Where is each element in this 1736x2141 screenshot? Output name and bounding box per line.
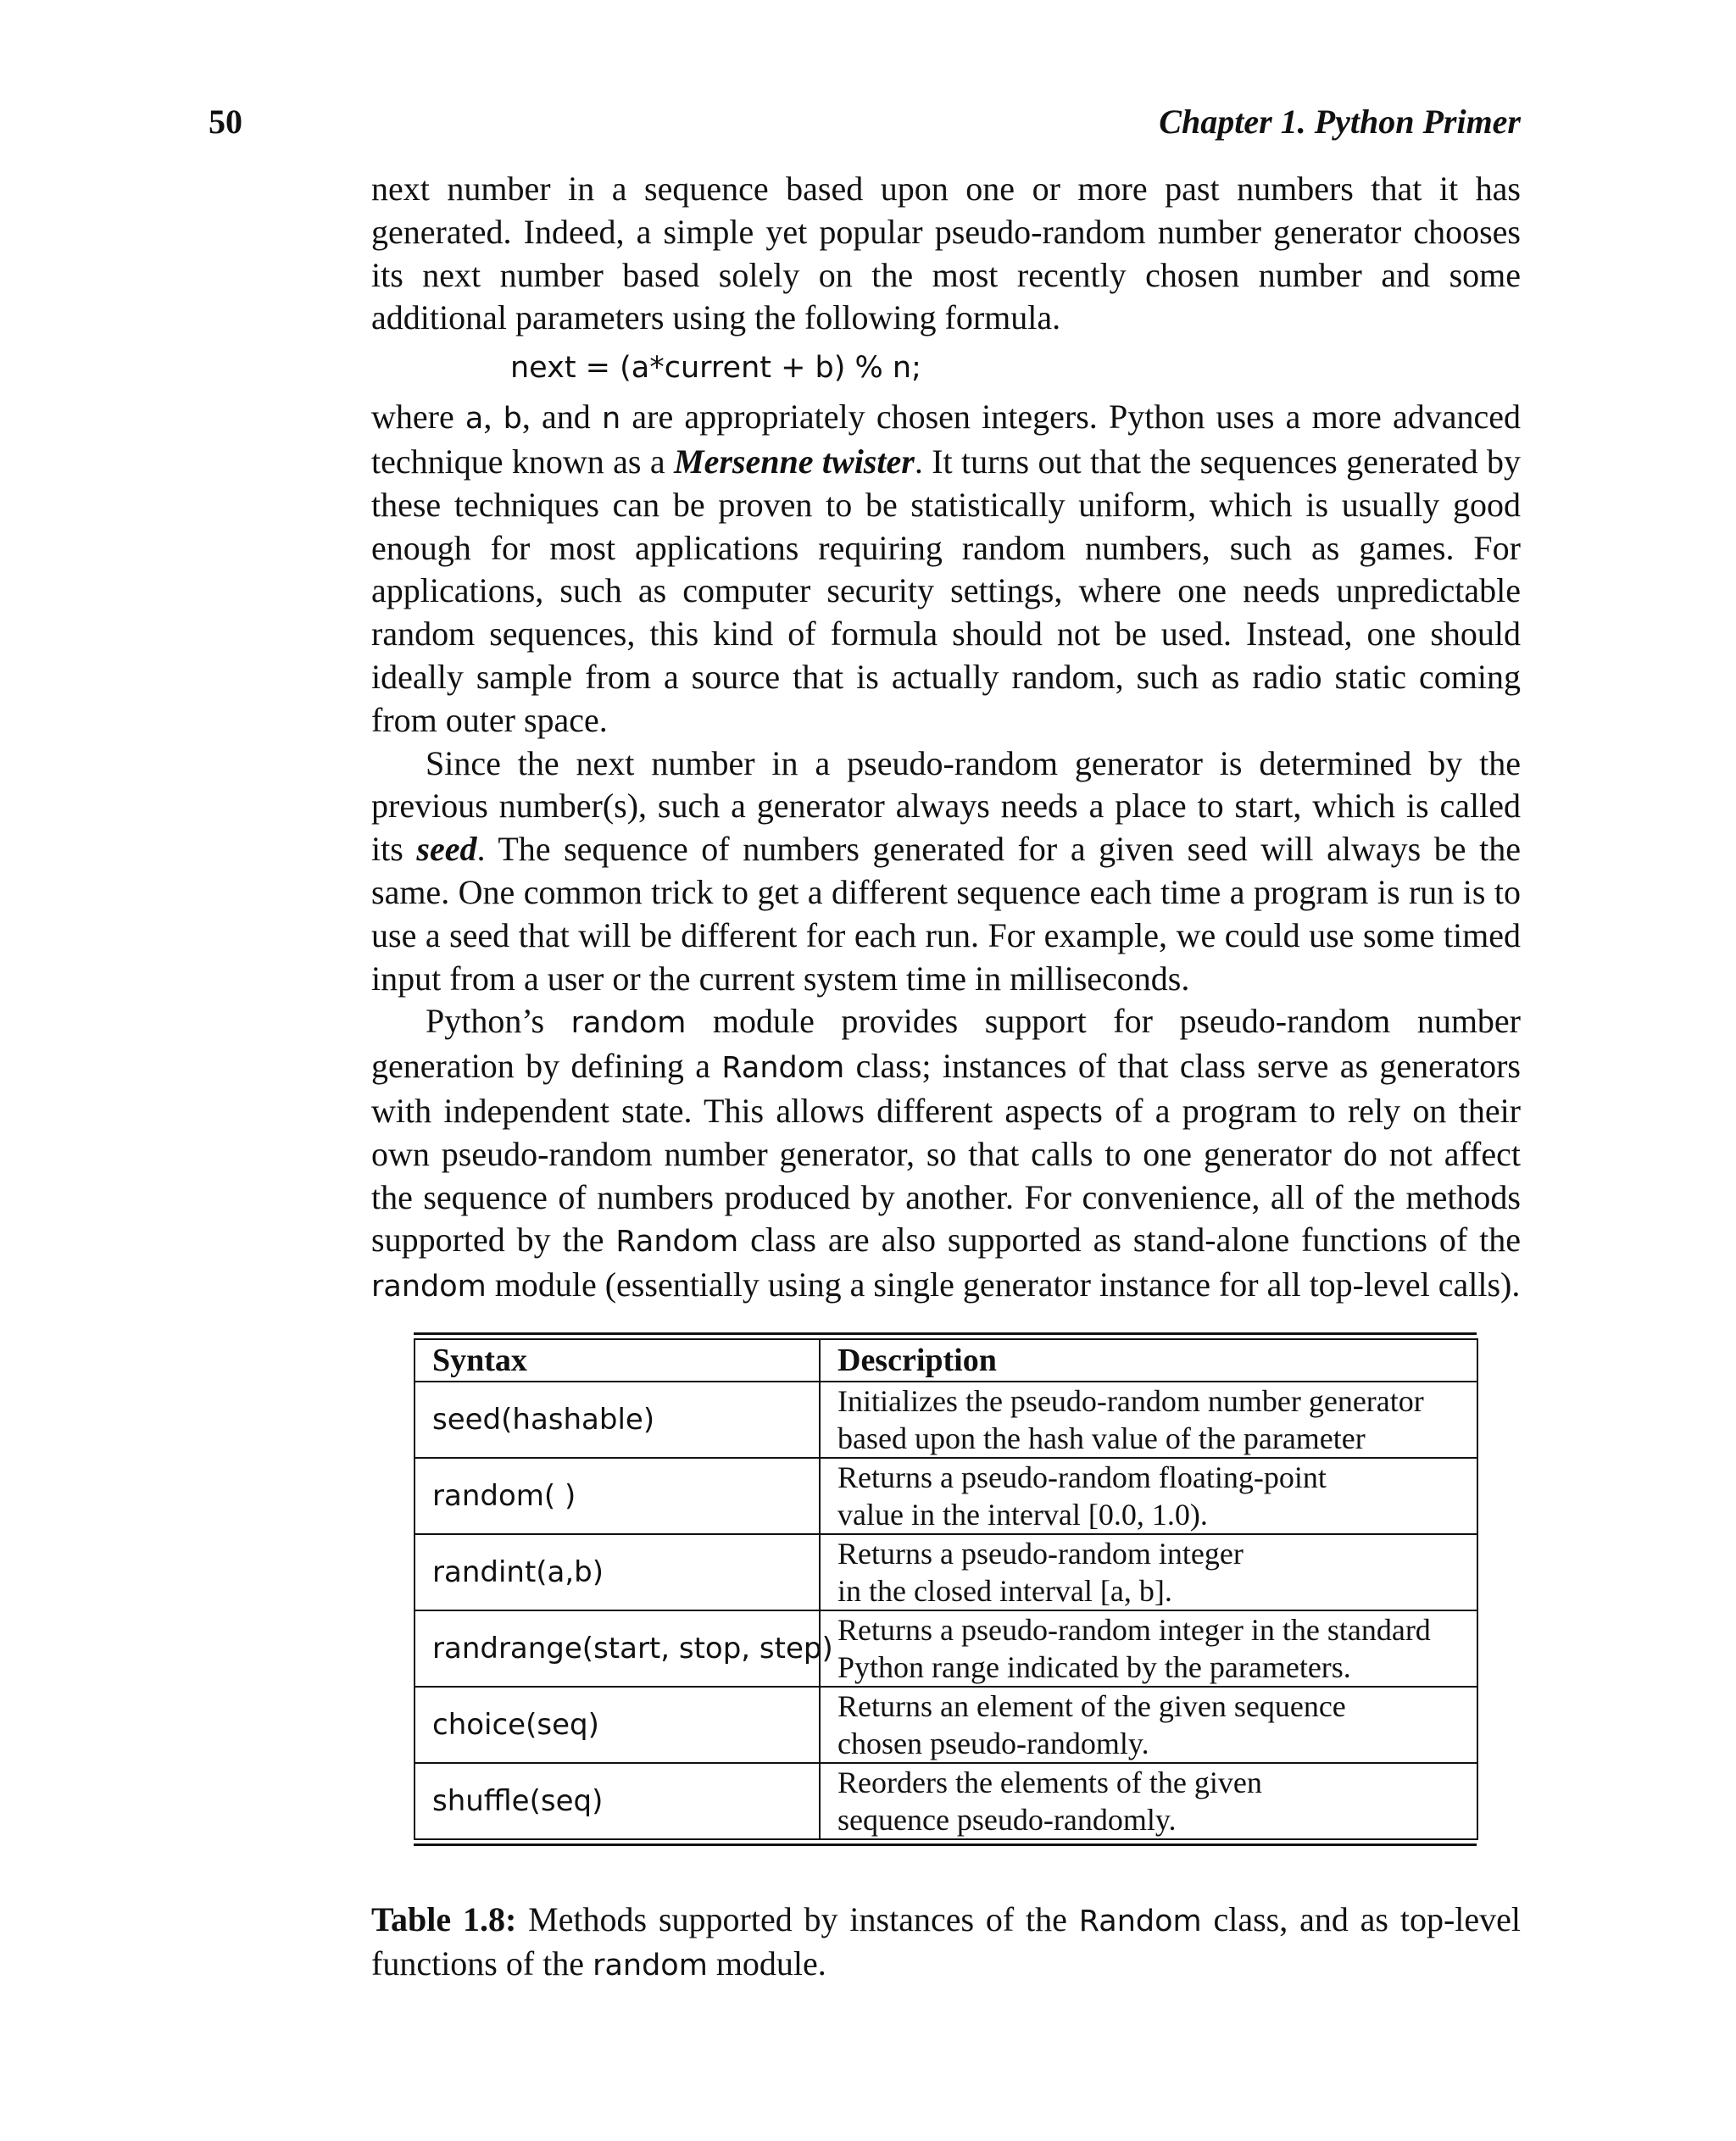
text-run: class; instances of that class serve as generators with independent state. This allows different aspects of a program to rely on their own pseudo-random number generator, so that calls to one generator do not affect the sequence of numbers produced by another. For convenience, all of the methods supported by the bbox=[371, 1047, 1521, 1260]
column-header-syntax: Syntax bbox=[415, 1339, 820, 1382]
text-run: class are also supported as stand-alone functions of the bbox=[738, 1221, 1521, 1260]
syntax-cell: random( ) bbox=[415, 1458, 820, 1534]
description-line: Reorders the elements of the given bbox=[837, 1766, 1262, 1799]
description-line: based upon the hash value of the parameter bbox=[837, 1421, 1366, 1455]
code-random-module: random bbox=[593, 1949, 708, 1983]
text-run: module. bbox=[707, 1944, 826, 1983]
text-run: . It turns out that the sequences generated by these techniques can be proven to be statistically uniform, which is usually good enough for most applications requiring random numbers, such as games. For applications, such as computer security settings, where one needs unpredictable random sequences, this kind of formula should not be used. Instead, one should ideally sample from a source that is actually random, such as radio static coming from outer space. bbox=[371, 442, 1521, 739]
code-random-module: random bbox=[570, 1006, 687, 1041]
chapter-title: Chapter 1. Python Primer bbox=[1159, 103, 1521, 141]
code-a: a bbox=[465, 402, 484, 437]
description-line: Returns a pseudo-random integer bbox=[837, 1537, 1244, 1571]
description-cell bbox=[820, 1610, 1477, 1687]
description-cell bbox=[820, 1458, 1477, 1534]
methods-table-frame bbox=[414, 1332, 1477, 1846]
text-run: Since the next number in a pseudo-random generator is determined by the previous number(s), such a generator always needs a place to start, which is called its bbox=[371, 743, 1521, 869]
table-caption bbox=[371, 1899, 1521, 1987]
description-cell bbox=[820, 1534, 1477, 1610]
term-seed: seed bbox=[416, 830, 477, 869]
syntax-cell: randrange(start, stop, step) bbox=[415, 1610, 820, 1687]
text-run: module provides support for pseudo-random number generation by defining a bbox=[371, 1002, 1522, 1086]
code-random-module: random bbox=[371, 1270, 487, 1304]
description-line: sequence pseudo-randomly. bbox=[837, 1803, 1177, 1837]
page-number: 50 bbox=[209, 103, 242, 141]
table-header-row bbox=[415, 1339, 1477, 1382]
code-random-class: Random bbox=[1078, 1905, 1202, 1938]
text-run: Python’s bbox=[426, 1002, 571, 1041]
description-cell bbox=[820, 1687, 1477, 1763]
text-run: Methods supported by instances of the bbox=[516, 1900, 1079, 1938]
syntax-cell: shuffle(seq) bbox=[415, 1763, 820, 1839]
term-mersenne-twister: Mersenne twister bbox=[674, 442, 915, 481]
table-row bbox=[415, 1382, 1477, 1458]
code-random-class: Random bbox=[615, 1225, 739, 1260]
table-row bbox=[415, 1610, 1477, 1687]
text-run: , bbox=[483, 398, 504, 437]
syntax-cell: choice(seq) bbox=[415, 1687, 820, 1763]
text-run: module (essentially using a single generator instance for all top-level calls). bbox=[486, 1265, 1521, 1304]
text-run: class, and as top-level functions of the bbox=[371, 1900, 1521, 1983]
description-line: chosen pseudo-randomly. bbox=[837, 1727, 1149, 1760]
description-line: value in the interval [0.0, 1.0). bbox=[837, 1498, 1208, 1532]
text-run: where bbox=[371, 398, 465, 437]
caption-label: Table 1.8: bbox=[371, 1900, 517, 1938]
table-row bbox=[415, 1687, 1477, 1763]
description-line: Initializes the pseudo-random number generator bbox=[837, 1384, 1424, 1418]
table-row bbox=[415, 1763, 1477, 1839]
methods-table bbox=[414, 1338, 1478, 1840]
description-line: Returns an element of the given sequence bbox=[837, 1689, 1346, 1723]
table-row bbox=[415, 1458, 1477, 1534]
code-random-class: Random bbox=[721, 1051, 845, 1086]
text-run: are appropriately chosen integers. Python uses a more advanced technique known as a bbox=[371, 398, 1522, 481]
description-line: Returns a pseudo-random integer in the standard bbox=[837, 1613, 1431, 1647]
column-header-description: Description bbox=[820, 1339, 1477, 1382]
syntax-cell: seed(hashable) bbox=[415, 1382, 820, 1458]
formula: next = (a*current + b) % n; bbox=[510, 351, 921, 386]
seed-paragraph bbox=[371, 742, 1521, 1001]
text-run: , and bbox=[521, 398, 602, 437]
table-row bbox=[415, 1534, 1477, 1610]
intro-paragraph: next number in a sequence based upon one or more past numbers that it has generated. Indeed, a simple yet popular pseudo-random number generator chooses its next number based solely on the most recently chosen number and some additional parameters using the following formula. bbox=[371, 170, 1521, 337]
code-b: b bbox=[503, 402, 522, 437]
code-n: n bbox=[601, 402, 621, 437]
mersenne-paragraph bbox=[371, 396, 1521, 742]
text-run: . The sequence of numbers generated for a given seed will always be the same. One common trick to get a different sequence each time a program is run is to use a seed that will be different for each run. For example, we could use some timed input from a user or the current system time in milliseconds. bbox=[371, 830, 1522, 998]
description-line: Python range indicated by the parameters. bbox=[837, 1650, 1351, 1684]
syntax-cell: randint(a,b) bbox=[415, 1534, 820, 1610]
body-text bbox=[371, 168, 1521, 1309]
description-line: in the closed interval [a, b]. bbox=[837, 1574, 1172, 1608]
random-module-paragraph bbox=[371, 1000, 1521, 1309]
description-cell bbox=[820, 1382, 1477, 1458]
description-cell bbox=[820, 1763, 1477, 1839]
description-line: Returns a pseudo-random floating-point bbox=[837, 1460, 1327, 1494]
